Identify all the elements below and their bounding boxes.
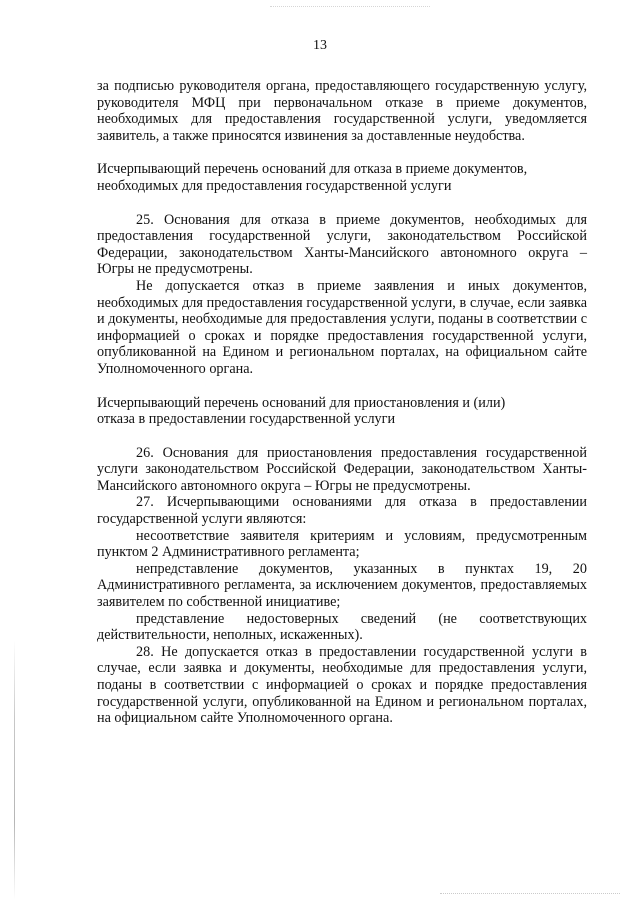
paragraph-item-27: 27. Исчерпывающими основаниями для отказа в предоставлении государственной услуги являются: (97, 494, 587, 528)
scan-artifact-left-edge (14, 640, 15, 900)
scan-artifact-top (270, 6, 430, 10)
paragraph-no-refusal-acceptance: Не допускается отказ в приеме заявления и иных документов, необходимых для предоставления государственной услуги, в случае, если заявка и документы, необходимые для предоставления услуги, поданы в соответствии с информацией о сроках и порядке предоставления государственной услуги, опубликованной на Едином и региональном порталах, на официальном сайте Уполномоченного органа. (97, 277, 587, 377)
list-item-nonsubmission: непредставление документов, указанных в пунктах 19, 20 Административного регламента, за исключением документов, предоставляемых заявителем по собственной инициативе; (97, 560, 587, 611)
section-heading-suspension-refusal-line1: Исчерпывающий перечень оснований для приостановления и (или) (97, 394, 506, 411)
list-item-noncompliance: несоответствие заявителя критериям и условиям, предусмотренным пунктом 2 Административного регламента; (97, 527, 587, 561)
paragraph-continuation: за подписью руководителя органа, предоставляющего государственную услугу, руководителя МФЦ при первоначальном отказе в приеме документов, необходимых для предоставления государственной услуги, уведомляется заявитель, а также приносятся извинения за доставленные неудобства. (97, 78, 587, 144)
scan-artifact-bottom (440, 893, 620, 897)
paragraph-item-26: 26. Основания для приостановления предоставления государственной услуги законодательством Российской Федерации, законодательством Ханты-Мансийского автономного округа – Югры не предусмотрены. (97, 444, 587, 494)
paragraph-item-28: 28. Не допускается отказ в предоставлении государственной услуги в случае, если заявка и документы, необходимые для предоставления услуги, поданы в соответствии с информацией о сроках и порядке предоставления государственной услуги, опубликованной на Едином и региональном порталах, на официальном сайте Уполномоченного органа. (97, 643, 587, 727)
section-heading-refusal-acceptance-line1: Исчерпывающий перечень оснований для отказа в приеме документов, (97, 161, 528, 178)
document-body (97, 78, 587, 727)
list-item-false-information: представление недостоверных сведений (не соответствующих действительности, неполных, искаженных). (97, 610, 587, 644)
paragraph-item-25: 25. Основания для отказа в приеме документов, необходимых для предоставления государственной услуги, законодательством Российской Федерации, законодательством Ханты-Мансийского автономного округа – Югры не предусмотрены. (97, 211, 587, 278)
page-number: 13 (313, 38, 327, 53)
section-heading-refusal-acceptance-line2: необходимых для предоставления государственной услуги (97, 177, 452, 194)
section-heading-suspension-refusal-line2: отказа в предоставлении государственной услуги (97, 411, 396, 428)
